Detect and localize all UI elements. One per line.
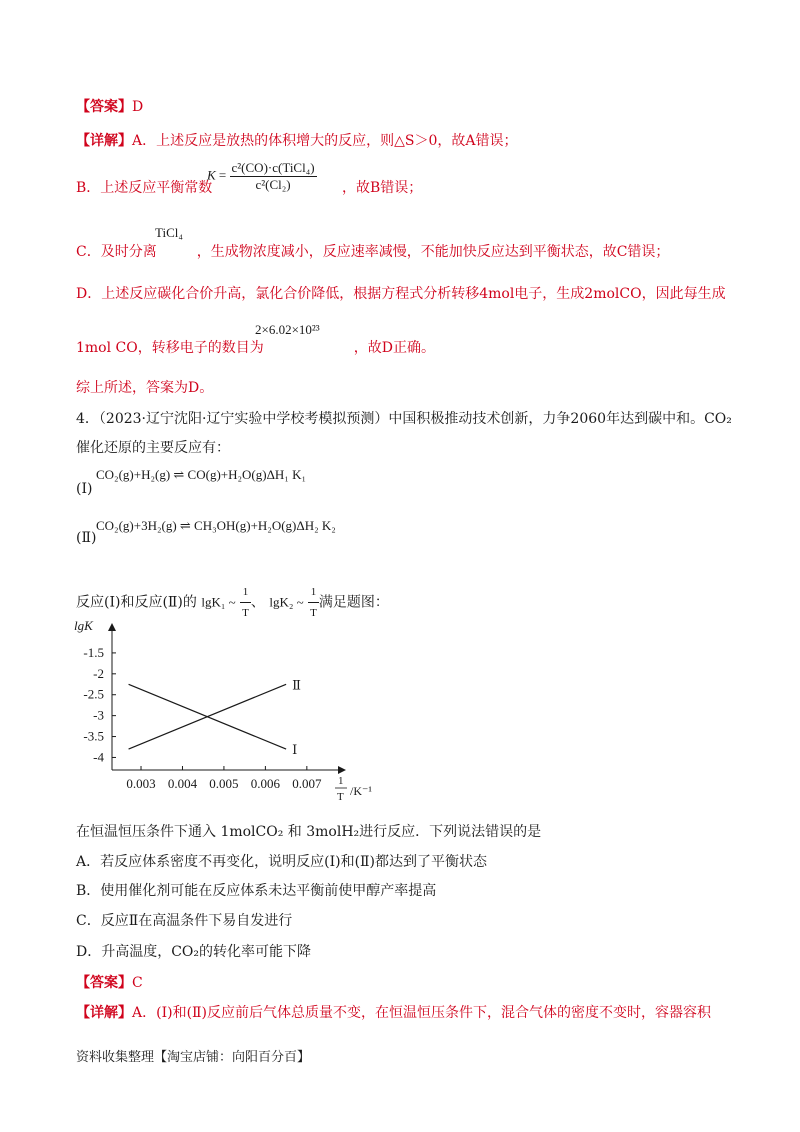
detail-c-prefix: C．及时分离	[76, 244, 157, 260]
detail-bracket-2: 【详解】	[76, 1005, 132, 1021]
detail-line-b	[76, 178, 212, 198]
detail-b-prefix: B．上述反应平衡常数	[76, 180, 213, 196]
answer-line-2	[76, 973, 143, 993]
intro-suffix: 满足题图：	[318, 594, 389, 611]
x-tick-label: 0.004	[167, 776, 198, 791]
k-symbol: K	[207, 167, 216, 183]
detail-bracket: 【详解】	[76, 133, 132, 149]
summary-line: 综上所述，答案为D。	[76, 380, 214, 396]
question-4-line2: 催化还原的主要反应有：	[76, 440, 230, 456]
y-tick-label: -4	[93, 749, 104, 765]
detail-c-suffix: ，生成物浓度减小，反应速率减慢，不能加快反应达到平衡状态，故C错误；	[196, 244, 670, 260]
ticl4-formula: TiCl₄	[155, 225, 183, 240]
answer-bracket: 【答案】	[76, 99, 132, 115]
detail-a-text: A．上述反应是放热的体积增大的反应，则△S＞0，故A错误；	[132, 133, 518, 149]
formula-denominator: c²(Cl₂)	[255, 177, 291, 192]
formula-numerator: c²(CO)·c(TiCl₄)	[231, 160, 315, 175]
detail-line-2	[76, 1003, 711, 1023]
option-a: A．若反应体系密度不再变化，说明反应(Ⅰ)和(Ⅱ)都达到了平衡状态	[76, 854, 488, 870]
detail-b-suffix: ，故B错误；	[342, 180, 423, 196]
reaction-1-label: (Ⅰ)	[76, 481, 93, 497]
y-tick-label: -2.5	[83, 686, 104, 702]
detail-line-a	[76, 131, 517, 151]
electron-count-formula: 2×6.02×10²³	[255, 322, 320, 337]
question-4-line1: 4．（2023·辽宁沈阳·辽宁实验中学校考模拟预测）中国积极推动技术创新，力争2060年达到碳中和。CO₂	[76, 411, 732, 427]
y-axis-label: lgK	[74, 618, 93, 633]
y-tick-label: -3	[93, 707, 104, 723]
option-d: D．升高温度，CO₂的转化率可能下降	[76, 944, 312, 960]
reaction-1-equation: CO₂(g)+H₂(g) ⇌ CO(g)+H₂O(g)ΔH₁ K₁	[96, 467, 307, 482]
y-tick-label: -2	[93, 665, 104, 681]
conditions-line: 在恒温恒压条件下通入 1molCO₂ 和 3molH₂进行反应．下列说法错误的是	[76, 824, 542, 840]
equilibrium-constant-formula: K = $\frac{\text{c²(CO)·c(TiCl₄)}}{\text{c²(Cl₂)}}$	[207, 160, 315, 192]
detail-d-line1: D．上述反应碳化合价升高，氯化合价降低，根据方程式分析转移4mol电子，生成2molCO，因此每生成	[76, 286, 726, 302]
x-tick-label: 0.007	[292, 776, 322, 791]
series-label-1: Ⅰ	[292, 742, 298, 758]
lgk-vs-inverse-t-chart	[60, 612, 400, 812]
intro-separator: 、	[250, 594, 265, 611]
footer-source: 资料收集整理【淘宝店铺：向阳百分百】	[76, 1050, 311, 1065]
detail-2-text: A．(Ⅰ)和(Ⅱ)反应前后气体总质量不变，在恒温恒压条件下，混合气体的密度不变时，容器容积	[132, 1005, 712, 1021]
intro-fraction-2: $\frac{1}{T}$	[308, 582, 319, 623]
detail-line-d2	[76, 338, 435, 358]
reaction-2-label: (Ⅱ)	[76, 530, 97, 546]
answer-line-1	[76, 97, 143, 117]
option-b: B．使用催化剂可能在反应体系未达平衡前使甲醇产率提高	[76, 883, 437, 899]
x-axis-label-den: T	[337, 791, 344, 803]
x-tick-label: 0.003	[126, 776, 156, 791]
y-axis-arrow	[108, 623, 116, 631]
detail-d-prefix: 1mol CO，转移电子的数目为	[76, 340, 264, 356]
series-label-2: Ⅱ	[292, 677, 301, 693]
x-tick-label: 0.006	[250, 776, 281, 791]
answer-value-2: C	[132, 975, 143, 991]
intro-fraction-1: $\frac{1}{T}$	[240, 582, 251, 623]
y-tick-label: -1.5	[83, 644, 104, 660]
y-tick-label: -3.5	[83, 728, 104, 744]
x-axis-arrow	[338, 766, 346, 774]
x-tick-label: 0.005	[209, 776, 239, 791]
x-axis-label-num: 1	[338, 775, 344, 787]
intro-prefix: 反应(Ⅰ)和反应(Ⅱ)的	[76, 594, 197, 611]
intro-formula-1: lgK₁ ~	[201, 594, 236, 610]
option-c: C．反应Ⅱ在高温条件下易自发进行	[76, 913, 293, 929]
answer-bracket-2: 【答案】	[76, 975, 132, 991]
detail-d-suffix: ，故D正确。	[353, 340, 435, 356]
intro-formula-2: lgK₂ ~	[269, 594, 304, 610]
reaction-2-equation: CO₂(g)+3H₂(g) ⇌ CH₃OH(g)+H₂O(g)ΔH₂ K₂	[96, 518, 336, 533]
answer-value: D	[132, 99, 144, 115]
detail-line-c	[76, 242, 669, 262]
x-axis-label-unit: /K⁻¹	[350, 784, 372, 798]
